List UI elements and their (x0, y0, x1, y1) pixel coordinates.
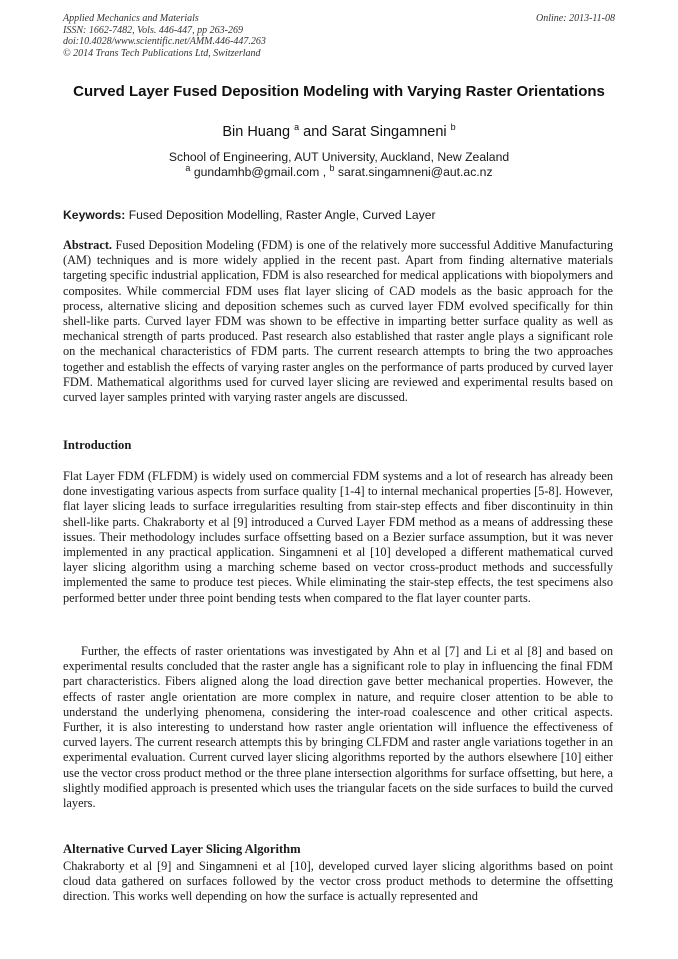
journal-header (63, 13, 615, 59)
authors (63, 124, 615, 140)
keywords-label: Keywords: (63, 208, 126, 222)
author-superscript: a (294, 122, 300, 133)
author-conjunction: and (303, 124, 328, 140)
email-superscript: a (185, 162, 191, 173)
journal-name: Applied Mechanics and Materials (63, 13, 199, 24)
affiliation: School of Engineering, AUT University, Auckland, New Zealand (168, 150, 510, 164)
paper-title: Curved Layer Fused Deposition Modeling with Varying Raster Orientations (73, 83, 605, 100)
emails (63, 162, 615, 180)
keywords (63, 208, 615, 222)
abstract (63, 238, 613, 405)
doi: doi:10.4028/www.scientific.net/AMM.446-447.263 (63, 36, 266, 47)
email-superscript: b (329, 162, 335, 173)
email-link[interactable]: gundamhb@gmail.com , (193, 165, 327, 179)
copyright: © 2014 Trans Tech Publications Ltd, Switzerland (63, 47, 261, 59)
section-heading: Alternative Curved Layer Slicing Algorithm (63, 842, 301, 856)
abstract-label: Abstract. (63, 238, 113, 252)
paragraph: Further, the effects of raster orientations was investigated by Ahn et al [7] and Li et al [8] and based on experimental results concluded that the raster angle has a significant role to play in influencing the final FDM part characteristics. Fibers aligned along the load direction gave better mechanical properties. However, the effects of raster angle orientation are more complex in nature, and require closer attention to be able to understand the underlying phenomena, considering the inter-road coalescence and other critical aspects. Further, it is also interesting to understand how raster angle orientation will influence the effectiveness of curved layers. The current research attempts this by bringing CLFDM and raster angle variations together in an experimental evaluation. Current curved layer slicing algorithms reported by the authors elsewhere [10] either use the vector cross product method or the three plane intersection algorithms for surface offsetting, but here, a slightly modified approach is presented which uses the triangular facets on the side surfaces to build the curved layers. (63, 644, 613, 811)
paragraph: Flat Layer FDM (FLFDM) is widely used on commercial FDM systems and a lot of research has already been done investigating various aspects from surface quality [1-4] to internal mechanical properties [5-8]. However, flat layer slicing leads to surface irregularities resulting from stair-step effects and fiber discontinuity in thin shell-like parts. Chakraborty et al [9] introduced a Curved Layer FDM method as a means of addressing these issues. Their methodology includes surface offsetting based on a Bezier surface assumption, but it was never implemented in any practical application. Singamneni et al [10] developed a different mathematical curved layer slicing algorithm using a marching scheme based on vector cross-product methods and successfully implemented the same to produce test pieces. While eliminating the stair-step effects, the test specimens also performed better under three point bending tests when compared to the flat layer counter parts. (63, 469, 613, 605)
author-name: Bin Huang (222, 124, 291, 140)
author-superscript: b (450, 122, 456, 133)
online-date: Online: 2013-11-08 (536, 13, 615, 24)
issn: ISSN: 1662-7482, Vols. 446-447, pp 263-269 (63, 24, 243, 36)
author-name: Sarat Singamneni (331, 124, 447, 140)
affiliation-block (63, 150, 615, 180)
section-heading: Introduction (63, 438, 132, 452)
paragraph: Chakraborty et al [9] and Singamneni et al [10], developed curved layer slicing algorithms based on point cloud data gathered on surfaces followed by the vector cross product methods to determine the offsetting direction. This works well depending on how the surface is actually represented and (63, 859, 613, 904)
keywords-text: Fused Deposition Modelling, Raster Angle, Curved Layer (128, 208, 436, 222)
abstract-text: Fused Deposition Modeling (FDM) is one of the relatively more successful Additive Manufacturing (AM) techniques and is more widely applied in the recent past. Apart from finding alternative materials targeting specific industrial application, FDM is also researched for medical applications with biopolymers and composites. While commercial FDM uses flat layer slicing of CAD models as the basic approach for the process, alternative slicing and deposition schemes such as curved layer FDM evolved specifically for thin shell-like parts. Curved layer FDM was shown to be effective in imparting better surface quality as well as mechanical strength of parts produced. Past research also established that raster angle plays a significant role on the mechanical characteristics of FDM parts. The current research attempts to bring the two approaches together and establish the effects of varying raster angles on the performance of parts produced by curved layer FDM. Mathematical algorithms used for curved layer slicing are reviewed and experimental results based on curved layer samples printed with varying raster angels are discussed. (63, 238, 613, 405)
email-link[interactable]: sarat.singamneni@aut.ac.nz (337, 165, 493, 179)
